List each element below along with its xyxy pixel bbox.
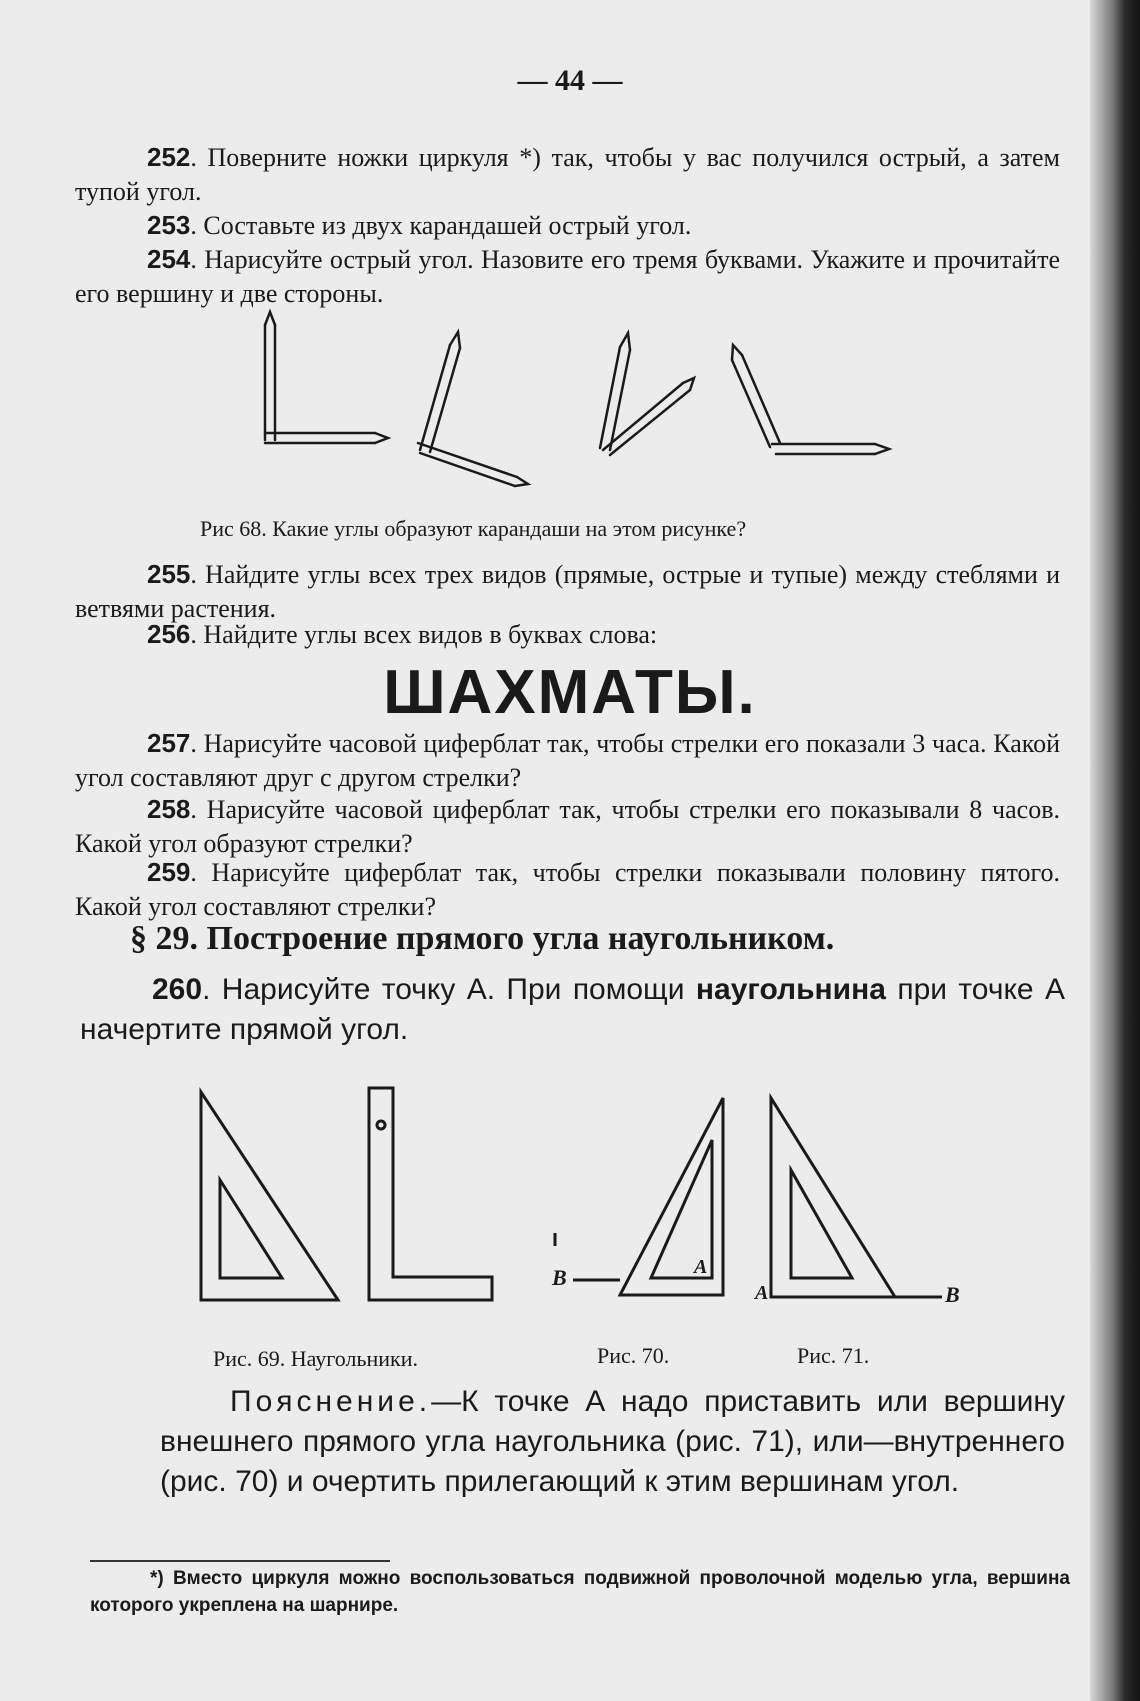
- exercise-number: 257: [147, 728, 191, 758]
- explanation-lead: Пояснение.: [230, 1385, 432, 1418]
- explanation: [160, 1382, 1065, 1502]
- l-square: [369, 1088, 492, 1300]
- exercise-number: 255: [147, 559, 191, 589]
- footnote-rule: [90, 1560, 390, 1562]
- exercise-number: 258: [147, 794, 191, 824]
- exercise-number: 260: [152, 973, 203, 1006]
- triangle-set-square: [201, 1092, 338, 1300]
- label-a: A: [694, 1256, 708, 1278]
- exercise-number: 259: [147, 857, 191, 887]
- explanation-text: —К точке А надо приставить или вершину внешнего прямого угла наугольника (рис. 71), или—внутреннего (рис. 70) и очертить прилегающий к этим вершинам угол.: [160, 1385, 1065, 1498]
- exercise-text: . Поверните ножки циркуля *) так, чтобы у вас получился острый, а затем тупой угол.: [75, 143, 1060, 206]
- exercise-text: . Нарисуйте острый угол. Назовите его тремя буквами. Укажите и прочитайте его вершину и две стороны.: [75, 245, 1060, 308]
- exercise-number: 253: [147, 210, 191, 240]
- label-b: B: [945, 1282, 960, 1307]
- page-number: — 44 —: [517, 64, 623, 97]
- exercise-text-bold: наугольнина: [695, 973, 886, 1006]
- figure-69-caption: Рис. 69. Наугольники.: [213, 1346, 419, 1371]
- exercise-text: . Составьте из двух карандашей острый угол.: [190, 211, 692, 240]
- figure-70-caption: Рис. 70.: [597, 1343, 670, 1368]
- exercise-number: 254: [147, 244, 191, 274]
- section-title: § 29. Построение прямого угла наугольником.: [130, 920, 835, 957]
- footnote: *) Вместо циркуля можно воспользоваться подвижной проволочной моделью угла, вершина которого укреплена на шарнире.: [90, 1568, 1070, 1616]
- exercise-text: . Найдите углы всех видов в буквах слова:: [190, 620, 658, 649]
- exercise-text: при точке А начертите прямой угол.: [80, 973, 1065, 1046]
- figure-71-caption: Рис. 71.: [797, 1343, 870, 1368]
- label-a: A: [755, 1282, 769, 1304]
- l-square-hole: [377, 1121, 385, 1129]
- figure-68-caption: Рис 68. Какие углы образуют карандаши на этом рисунке?: [200, 516, 747, 541]
- triangle-set-square-71-inner: [791, 1170, 852, 1278]
- exercise-text: . Нарисуйте циферблат так, чтобы стрелки показывали половину пятого. Какой угол составляют стрелки?: [75, 858, 1060, 921]
- triangle-set-square-70: [620, 1098, 723, 1295]
- exercise-text: . Найдите углы всех трех видов (прямые, острые и тупые) между стеблями и ветвями растения.: [75, 560, 1060, 623]
- exercise-text: . Нарисуйте часовой циферблат так, чтобы стрелки его показывали 8 часов. Какой угол образуют стрелки?: [75, 795, 1060, 858]
- triangle-set-square-inner: [220, 1180, 282, 1278]
- exercise-text: . Нарисуйте часовой циферблат так, чтобы стрелки его показали 3 часа. Какой угол составляют друг с другом стрелки?: [75, 729, 1060, 792]
- chess-word: ШАХМАТЫ.: [383, 658, 757, 727]
- exercise-text: . Нарисуйте точку А. При помощи: [202, 973, 696, 1006]
- label-b: B: [552, 1265, 567, 1290]
- exercise-number: 256: [147, 619, 191, 649]
- exercise-number: 252: [147, 142, 191, 172]
